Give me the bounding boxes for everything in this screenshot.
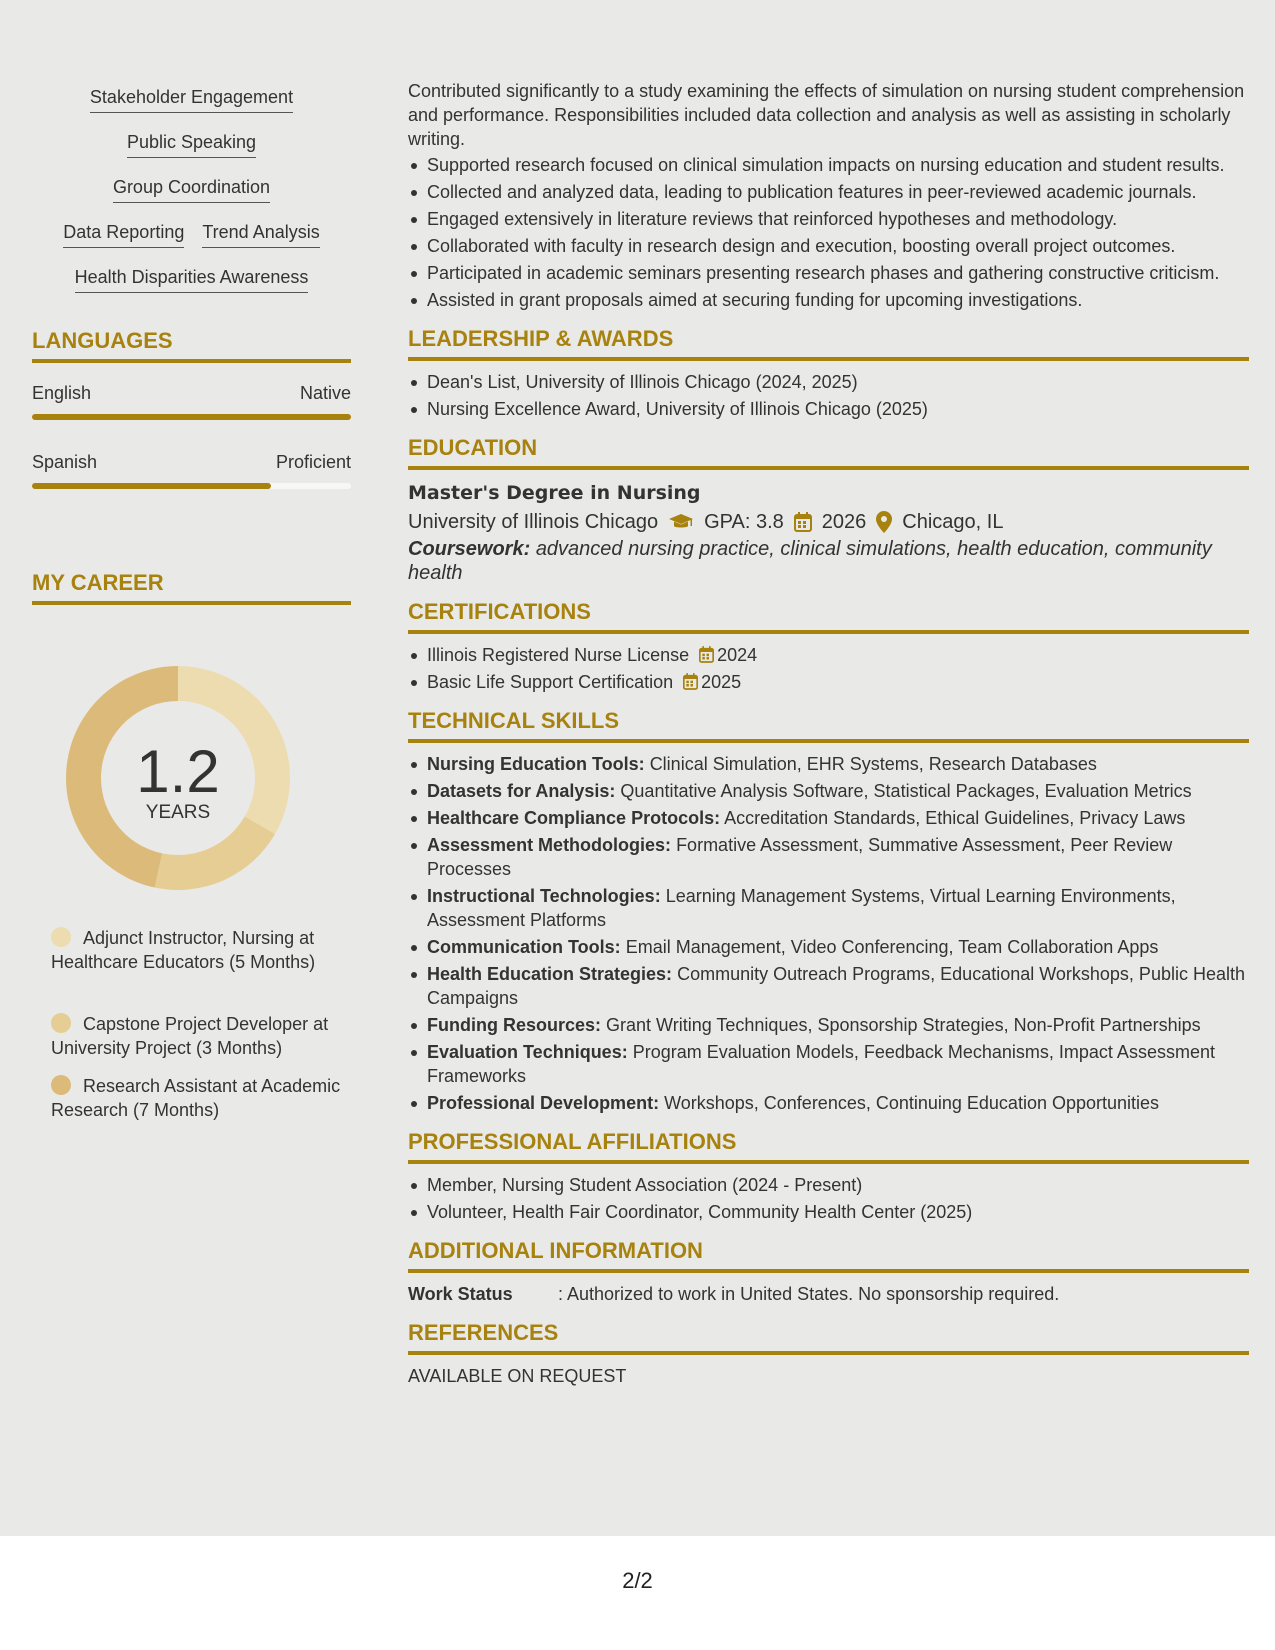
list-item: Volunteer, Health Fair Coordinator, Community Health Center (2025) [408, 1200, 1249, 1224]
legend-dot [51, 1013, 71, 1033]
list-item: Collaborated with faculty in research design and execution, boosting overall project outcomes. [408, 234, 1249, 258]
language-bar-fill [32, 414, 351, 420]
certifications-list [408, 643, 1249, 694]
experience-description: Contributed significantly to a study examining the effects of simulation on nursing student comprehension and performance. Responsibilities included data collection and analysis as well as assisting in scholarly writing. [408, 81, 1245, 149]
list-item [408, 752, 1249, 776]
legend-dot [51, 927, 71, 947]
education-heading: EDUCATION [408, 435, 1249, 470]
page-number: 2/2 [622, 1568, 653, 1593]
references-heading: REFERENCES [408, 1320, 1249, 1355]
language-bar [32, 483, 351, 489]
skill-tag: Trend Analysis [202, 221, 319, 248]
cert-name: Basic Life Support Certification [427, 672, 674, 692]
language-level: Native [299, 383, 351, 403]
technical-skills-list [408, 752, 1249, 1115]
skill-tag: Health Disparities Awareness [75, 266, 309, 293]
career-total-value: 1.2 [136, 738, 220, 805]
skill-row [32, 86, 351, 131]
list-item [408, 1091, 1249, 1115]
list-item: Dean's List, University of Illinois Chicago (2024, 2025) [408, 370, 1249, 394]
legend-text: Research Assistant at Academic Research (7 Months) [51, 1076, 341, 1120]
skill-tag: Group Coordination [113, 176, 270, 203]
skill-category: Funding Resources: [427, 1015, 602, 1035]
graduation-cap-icon [668, 513, 694, 531]
work-status-row [408, 1282, 1249, 1306]
skill-row [32, 266, 351, 311]
references-text: AVAILABLE ON REQUEST [408, 1366, 627, 1386]
list-item: Collected and analyzed data, leading to publication features in peer-reviewed academic journals. [408, 180, 1249, 204]
list-item [408, 779, 1249, 803]
soft-skills-list [32, 86, 351, 311]
skill-values: Email Management, Video Conferencing, Team Collaboration Apps [625, 937, 1159, 957]
language-name: Spanish [32, 452, 98, 472]
calendar-icon [683, 673, 698, 690]
skill-row [32, 131, 351, 176]
work-status-label: Work Status [408, 1284, 513, 1304]
skill-row [32, 176, 351, 221]
skill-category: Instructional Technologies: [427, 886, 661, 906]
list-item [408, 884, 1249, 932]
school-name: University of Illinois Chicago [408, 511, 659, 533]
cert-year: 2024 [717, 645, 758, 665]
legend-dot [51, 1075, 71, 1095]
list-item: Supported research focused on clinical simulation impacts on nursing education and student results. [408, 153, 1249, 177]
list-item [408, 962, 1249, 1010]
career-donut-chart [66, 666, 290, 890]
language-bar-fill [32, 483, 271, 489]
affiliations-heading: PROFESSIONAL AFFILIATIONS [408, 1129, 1249, 1164]
language-level: Proficient [275, 452, 351, 472]
skill-values: Quantitative Analysis Software, Statistical Packages, Evaluation Metrics [620, 781, 1192, 801]
certifications-heading: CERTIFICATIONS [408, 599, 1249, 634]
affiliations-list [408, 1173, 1249, 1224]
skill-row [32, 221, 351, 266]
list-item: Nursing Excellence Award, University of Illinois Chicago (2025) [408, 397, 1249, 421]
skill-category: Health Education Strategies: [427, 964, 673, 984]
coursework-text: advanced nursing practice, clinical simulations, health education, community health [408, 538, 1212, 584]
cert-year: 2025 [701, 672, 742, 692]
leadership-list [408, 370, 1249, 421]
list-item [408, 1013, 1249, 1037]
skill-tag: Stakeholder Engagement [90, 86, 293, 113]
calendar-icon [699, 646, 714, 663]
work-status-value: : Authorized to work in United States. No sponsorship required. [558, 1284, 1060, 1304]
languages-heading: LANGUAGES [32, 328, 351, 363]
coursework-label: Coursework: [408, 538, 531, 560]
legend-text: Capstone Project Developer at University Project (3 Months) [51, 1014, 329, 1058]
degree-title: Master's Degree in Nursing [408, 482, 701, 504]
list-item: Assisted in grant proposals aimed at securing funding for upcoming investigations. [408, 288, 1249, 312]
education-details [408, 507, 1249, 537]
language-spanish [32, 452, 351, 489]
list-item: Member, Nursing Student Association (2024 - Present) [408, 1173, 1249, 1197]
additional-info-heading: ADDITIONAL INFORMATION [408, 1238, 1249, 1273]
education-location: Chicago, IL [902, 511, 1004, 533]
gpa: GPA: 3.8 [704, 511, 784, 533]
skill-values: Community Outreach Programs, Educational Workshops, Public Health Campaigns [427, 964, 1245, 1008]
career-legend-item [51, 1012, 341, 1060]
experience-bullets [408, 153, 1249, 312]
skill-values: Clinical Simulation, EHR Systems, Research Databases [649, 754, 1097, 774]
skill-category: Datasets for Analysis: [427, 781, 616, 801]
technical-skills-heading: TECHNICAL SKILLS [408, 708, 1249, 743]
list-item [408, 833, 1249, 881]
skill-category: Assessment Methodologies: [427, 835, 672, 855]
language-english [32, 383, 351, 420]
skill-values: Grant Writing Techniques, Sponsorship Strategies, Non-Profit Partnerships [606, 1015, 1201, 1035]
list-item [408, 1040, 1249, 1088]
legend-text: Adjunct Instructor, Nursing at Healthcare Educators (5 Months) [51, 928, 316, 972]
career-legend-item [51, 1074, 341, 1122]
skill-category: Communication Tools: [427, 937, 621, 957]
list-item: Participated in academic seminars presenting research phases and gathering constructive criticism. [408, 261, 1249, 285]
cert-name: Illinois Registered Nurse License [427, 645, 690, 665]
skill-values: Formative Assessment, Summative Assessment, Peer Review Processes [427, 835, 1173, 879]
right-column [408, 79, 1249, 1388]
skill-category: Evaluation Techniques: [427, 1042, 628, 1062]
coursework [408, 537, 1249, 585]
map-pin-icon [876, 511, 892, 533]
list-item: Engaged extensively in literature reviews that reinforced hypotheses and methodology. [408, 207, 1249, 231]
list-item [408, 670, 1249, 694]
skill-values: Workshops, Conferences, Continuing Education Opportunities [664, 1093, 1160, 1113]
skill-category: Nursing Education Tools: [427, 754, 645, 774]
career-total-unit: YEARS [145, 802, 211, 823]
calendar-icon [794, 512, 812, 532]
list-item [408, 643, 1249, 667]
career-legend-item [51, 926, 341, 974]
career-heading: MY CAREER [32, 570, 351, 605]
leadership-heading: LEADERSHIP & AWARDS [408, 326, 1249, 361]
list-item [408, 806, 1249, 830]
skill-values: Accreditation Standards, Ethical Guidelines, Privacy Laws [724, 808, 1186, 828]
language-bar [32, 414, 351, 420]
skill-category: Healthcare Compliance Protocols: [427, 808, 721, 828]
donut-segment [155, 817, 275, 891]
language-name: English [32, 383, 92, 403]
skill-tag: Data Reporting [63, 221, 184, 248]
skill-tag: Public Speaking [127, 131, 256, 158]
list-item [408, 935, 1249, 959]
graduation-year: 2026 [821, 511, 867, 533]
skill-values: Learning Management Systems, Virtual Learning Environments, Assessment Platforms [427, 886, 1176, 930]
skill-values: Program Evaluation Models, Feedback Mechanisms, Impact Assessment Frameworks [427, 1042, 1215, 1086]
skill-category: Professional Development: [427, 1093, 660, 1113]
